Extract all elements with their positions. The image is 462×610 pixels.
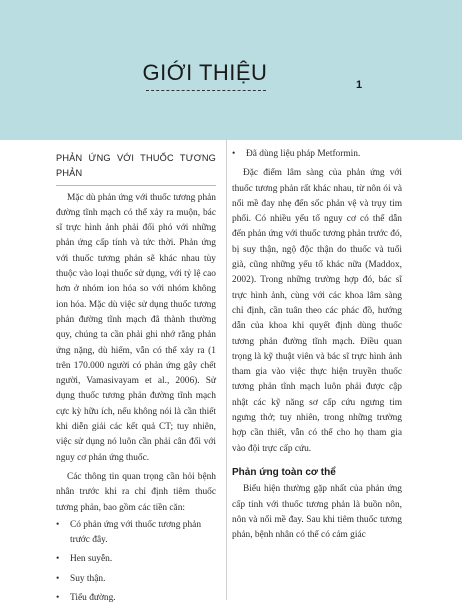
bullet-icon: • [56, 519, 60, 530]
left-column [56, 145, 216, 610]
body-paragraph: Các thông tin quan trọng cần hỏi bệnh nhân trước khi ra chỉ định tiêm thuốc tương phản, bao gồm các tiền căn: [56, 471, 216, 513]
history-list-continued [232, 147, 402, 162]
bullet-icon: • [56, 573, 60, 584]
chapter-banner [0, 0, 462, 140]
list-item [232, 147, 402, 162]
right-column [232, 145, 402, 543]
list-item-text: Suy thận. [70, 573, 106, 584]
list-item [56, 591, 216, 606]
chapter-title: GIỚI THIỆU [142, 60, 268, 85]
bullet-icon: • [56, 554, 60, 565]
list-item-text: Hen suyễn. [70, 554, 113, 565]
body-paragraph: Biểu hiện thường gặp nhất của phản ứng cấp tính với thuốc tương phản là buồn nôn, nôn và nổi mề đay. Sau khi tiêm thuốc tương phản, bệnh nhân có thể có cảm giác [232, 484, 402, 541]
chapter-number: 1 [356, 79, 363, 91]
list-item-text: Tiểu đường. [70, 593, 116, 604]
list-item [56, 518, 216, 549]
body-paragraph: Đặc điểm lâm sàng của phản ứng với thuốc tương phản rất khác nhau, từ nôn ói và nổi mề đay nhẹ đến sốc phản vệ và trụy tim phổi. Có nhiều yếu tố nguy cơ có thể dẫn đến phản ứng với thuốc tương phản trước đó, bị suy thận, ngộ độc thận do thuốc và tuổi già, cũng những yếu tố khác nữa (Maddox, 2002). Trong những trường hợp đó, bác sĩ trực hình ảnh, cùng với các khoa lâm sàng chỉ định, cần tuân theo các phác đồ, hướng dẫn của khoa khi quyết định dùng thuốc tương phản đường tĩnh mạch. Điều quan trọng là kỹ thuật viên và bác sĩ trực hình ảnh tham gia vào việc thực hiện truyền thuốc tương phản tĩnh mạch luôn phải được cập nhật các kỹ năng sơ cấp cứu ngưng tim ngưng thở; tuy nhiên, trong những trường hợp cần thiết, vẫn có thể cho họ tham gia vào đội trực cấp cứu. [232, 168, 402, 454]
column-divider [226, 140, 227, 600]
list-item-text: Đã dùng liệu pháp Metformin. [246, 149, 361, 159]
body-paragraph: Mặc dù phản ứng với thuốc tương phản đường tĩnh mạch có thể xảy ra muộn, bác sĩ trực hình ảnh phải đối phó với những phản ứng cấp tính và tức thời. Phản ứng với thuốc tương phản sẽ khác nhau tùy thuộc vào loại thuốc sử dụng, với tỷ lệ cao hơn ở nhóm ion hóa so với nhóm không ion hóa. Mặc dù việc sử dụng thuốc tương phản đường tĩnh mạch đã thành thường quy, chúng ta cần phải ghi nhớ rằng phản ứng nặng, dù hiếm, vẫn có thể xảy ra (1 trên 170.000 người có phản ứng gây chết người, Vamasivayam et al., 2006). Sử dụng thuốc tương phản đường tĩnh mạch cực kỳ hữu ích, nếu không nói là cần thiết khi diễn giải các kết quả CT; tuy nhiên, việc sử dụng nó luôn cần phải cân đối với nguy cơ phản ứng thuốc. [56, 192, 216, 463]
list-item [56, 552, 216, 567]
bullet-icon: • [232, 149, 236, 159]
list-item [56, 572, 216, 587]
bullet-icon: • [56, 593, 60, 604]
list-item-text: Có phản ứng với thuốc tương phản trước đây. [70, 519, 202, 546]
history-list [56, 518, 216, 606]
title-underline [146, 90, 266, 91]
sub-heading: Phản ứng toàn cơ thể [232, 466, 336, 478]
section-heading: PHẢN ỨNG VỚI THUỐC TƯƠNG PHẢN [56, 147, 216, 186]
